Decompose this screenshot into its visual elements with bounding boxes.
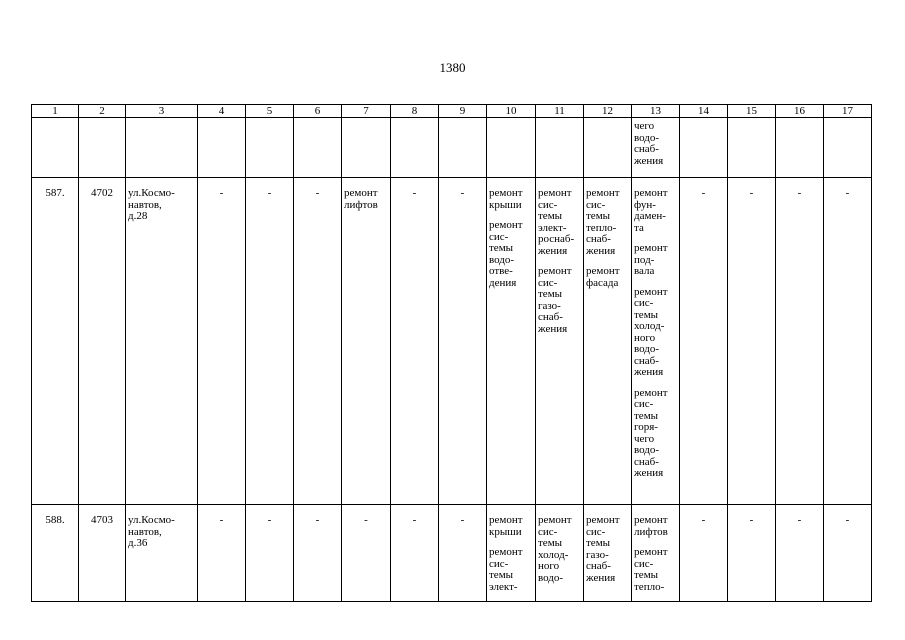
column-header: 16 — [776, 105, 824, 118]
work-item-line: ремонт — [634, 242, 668, 254]
work-item-line: та — [634, 221, 644, 234]
empty-dash: - — [439, 178, 487, 505]
work-item-line: вала — [634, 265, 655, 277]
empty-dash: - — [680, 178, 728, 505]
work-item-line: холод- — [634, 320, 665, 332]
work-item-line: крыши — [489, 198, 522, 211]
work-item — [634, 515, 677, 538]
work-item-line: лифтов — [634, 525, 668, 538]
empty-dash: - — [824, 178, 872, 505]
column-header: 5 — [246, 105, 294, 118]
work-item-line: ремонт — [538, 187, 572, 199]
column-header: 14 — [680, 105, 728, 118]
continuation-cell: чего водо- снаб- жения — [632, 118, 680, 178]
column-header: 6 — [294, 105, 342, 118]
work-cell — [487, 178, 536, 505]
row-number: 588. — [32, 505, 79, 602]
work-item-line: лифтов — [344, 198, 378, 211]
work-item-line: ремонт — [634, 285, 668, 298]
table-row — [32, 505, 872, 602]
column-header: 3 — [126, 105, 198, 118]
work-item-line: темы — [634, 409, 659, 422]
work-item — [634, 388, 677, 480]
empty-dash: - — [342, 505, 391, 602]
empty-dash: - — [680, 505, 728, 602]
work-item-line: фун- — [634, 198, 656, 211]
work-item-line: ремонт — [634, 514, 668, 526]
work-item-line: ремонт — [634, 386, 668, 399]
address-line: навтов, — [128, 525, 162, 538]
work-item-line: дамен- — [634, 210, 666, 222]
work-item-line: ремонт — [489, 187, 523, 199]
work-cell — [342, 178, 391, 505]
column-header: 15 — [728, 105, 776, 118]
work-cell — [632, 505, 680, 602]
work-item-line: ремонт — [538, 514, 572, 526]
work-item-line: элект- — [538, 221, 567, 234]
work-item — [489, 547, 533, 593]
work-item — [344, 188, 388, 211]
work-item-line: ремонт — [586, 187, 620, 199]
work-item-line: сис- — [586, 525, 606, 538]
work-item-line: ремонт — [489, 546, 523, 558]
work-item-line: темы — [634, 569, 659, 581]
work-item — [538, 515, 581, 584]
work-item-line: жения — [634, 467, 664, 479]
work-item-line: водо- — [489, 253, 515, 266]
work-item-line: отве- — [489, 265, 513, 277]
work-item-line: жения — [586, 244, 616, 257]
empty-dash: - — [776, 178, 824, 505]
column-header: 13 — [632, 105, 680, 118]
repair-table — [31, 104, 872, 602]
work-item — [586, 188, 629, 257]
work-item-line: ного — [634, 331, 656, 344]
work-item-line: ремонт — [586, 514, 620, 526]
column-header: 12 — [584, 105, 632, 118]
empty-dash: - — [824, 505, 872, 602]
work-item-line: фасада — [586, 276, 619, 289]
empty-dash: - — [439, 505, 487, 602]
work-item — [489, 188, 533, 211]
work-item-line: снаб- — [538, 311, 563, 323]
work-item-line: темы — [538, 210, 563, 222]
empty-dash: - — [776, 505, 824, 602]
work-cell — [536, 178, 584, 505]
work-item-line: сис- — [634, 297, 654, 309]
address-line: ул.Космо- — [128, 187, 175, 199]
address-line: д.28 — [128, 210, 148, 222]
work-item — [634, 547, 677, 593]
work-item — [586, 515, 629, 584]
work-cell — [487, 505, 536, 602]
work-item — [489, 515, 533, 538]
work-item-line: дения — [489, 276, 517, 289]
work-item-line: жения — [634, 366, 664, 378]
address-line: д.36 — [128, 537, 148, 549]
work-item-line: жения — [538, 322, 568, 335]
column-header: 8 — [391, 105, 439, 118]
work-item-line: сис- — [538, 525, 558, 538]
work-item-line: темы — [538, 288, 563, 300]
column-header: 9 — [439, 105, 487, 118]
work-item-line: сис- — [489, 230, 509, 243]
continuation-row — [32, 118, 872, 178]
work-item-line: жения — [538, 244, 568, 257]
work-item — [538, 266, 581, 335]
work-item-line: газо- — [586, 548, 609, 561]
work-cell — [584, 505, 632, 602]
building-code: 4702 — [79, 178, 126, 505]
work-item-line: под- — [634, 253, 655, 266]
work-item-line: сис- — [538, 198, 558, 211]
work-item-line: сис- — [634, 398, 654, 410]
column-header: 4 — [198, 105, 246, 118]
column-header: 1 — [32, 105, 79, 118]
work-item-line: чего — [634, 432, 655, 445]
work-item-line: ремонт — [489, 514, 523, 526]
work-item-line: жения — [586, 571, 616, 584]
work-item-line: темы — [586, 537, 611, 549]
empty-dash: - — [728, 178, 776, 505]
column-number-row — [32, 105, 872, 118]
work-item-line: роснаб- — [538, 233, 575, 245]
empty-dash: - — [198, 178, 246, 505]
row-number: 587. — [32, 178, 79, 505]
empty-dash: - — [246, 178, 294, 505]
work-item-line: сис- — [489, 557, 509, 570]
work-item-line: ного — [538, 560, 560, 572]
work-cell — [536, 505, 584, 602]
work-item-line: снаб- — [586, 233, 611, 245]
work-item-line: водо- — [634, 444, 660, 456]
work-item-line: снаб- — [586, 560, 611, 572]
work-item-line: водо- — [538, 571, 564, 584]
work-item-line: ремонт — [489, 219, 523, 231]
work-item-line: ремонт — [634, 187, 668, 199]
work-item-line: сис- — [538, 276, 558, 289]
work-item-line: газо- — [538, 299, 561, 312]
empty-dash: - — [294, 178, 342, 505]
column-header: 10 — [487, 105, 536, 118]
work-item-line: сис- — [586, 198, 606, 211]
work-item-line: темы — [586, 210, 611, 222]
column-header: 7 — [342, 105, 391, 118]
work-item-line: горя- — [634, 421, 658, 433]
work-item — [538, 188, 581, 257]
work-item-line: холод- — [538, 548, 569, 561]
work-item-line: снаб- — [634, 455, 659, 468]
address-line: ул.Космо- — [128, 514, 175, 526]
column-header: 2 — [79, 105, 126, 118]
work-item-line: ремонт — [344, 187, 378, 199]
work-cell — [632, 178, 680, 505]
column-header: 17 — [824, 105, 872, 118]
work-item — [634, 188, 677, 234]
table-row — [32, 178, 872, 505]
work-item-line: водо- — [634, 343, 660, 355]
building-code: 4703 — [79, 505, 126, 602]
work-item-line: темы — [489, 569, 514, 581]
work-item-line: ремонт — [634, 546, 668, 558]
work-item-line: крыши — [489, 525, 522, 538]
work-item-line: темы — [538, 537, 563, 549]
work-item — [634, 243, 677, 278]
empty-dash: - — [198, 505, 246, 602]
page-number: 1380 — [439, 60, 466, 75]
empty-dash: - — [246, 505, 294, 602]
work-item-line: ремонт — [586, 265, 620, 277]
work-item-line: сис- — [634, 557, 654, 570]
work-item-line: темы — [489, 242, 514, 254]
work-item-line: ремонт — [538, 265, 572, 277]
empty-dash: - — [391, 178, 439, 505]
work-item-line: темы — [634, 308, 659, 321]
empty-dash: - — [294, 505, 342, 602]
work-item-line: элект- — [489, 580, 518, 593]
address-line: навтов, — [128, 198, 162, 211]
empty-dash: - — [728, 505, 776, 602]
work-item-line: тепло- — [634, 580, 665, 593]
work-cell — [584, 178, 632, 505]
work-item — [634, 287, 677, 379]
empty-dash: - — [391, 505, 439, 602]
work-item — [489, 220, 533, 289]
column-header: 11 — [536, 105, 584, 118]
address-cell — [126, 178, 198, 505]
work-item-line: тепло- — [586, 221, 617, 234]
work-item-line: снаб- — [634, 354, 659, 367]
address-cell — [126, 505, 198, 602]
work-item — [586, 266, 629, 289]
